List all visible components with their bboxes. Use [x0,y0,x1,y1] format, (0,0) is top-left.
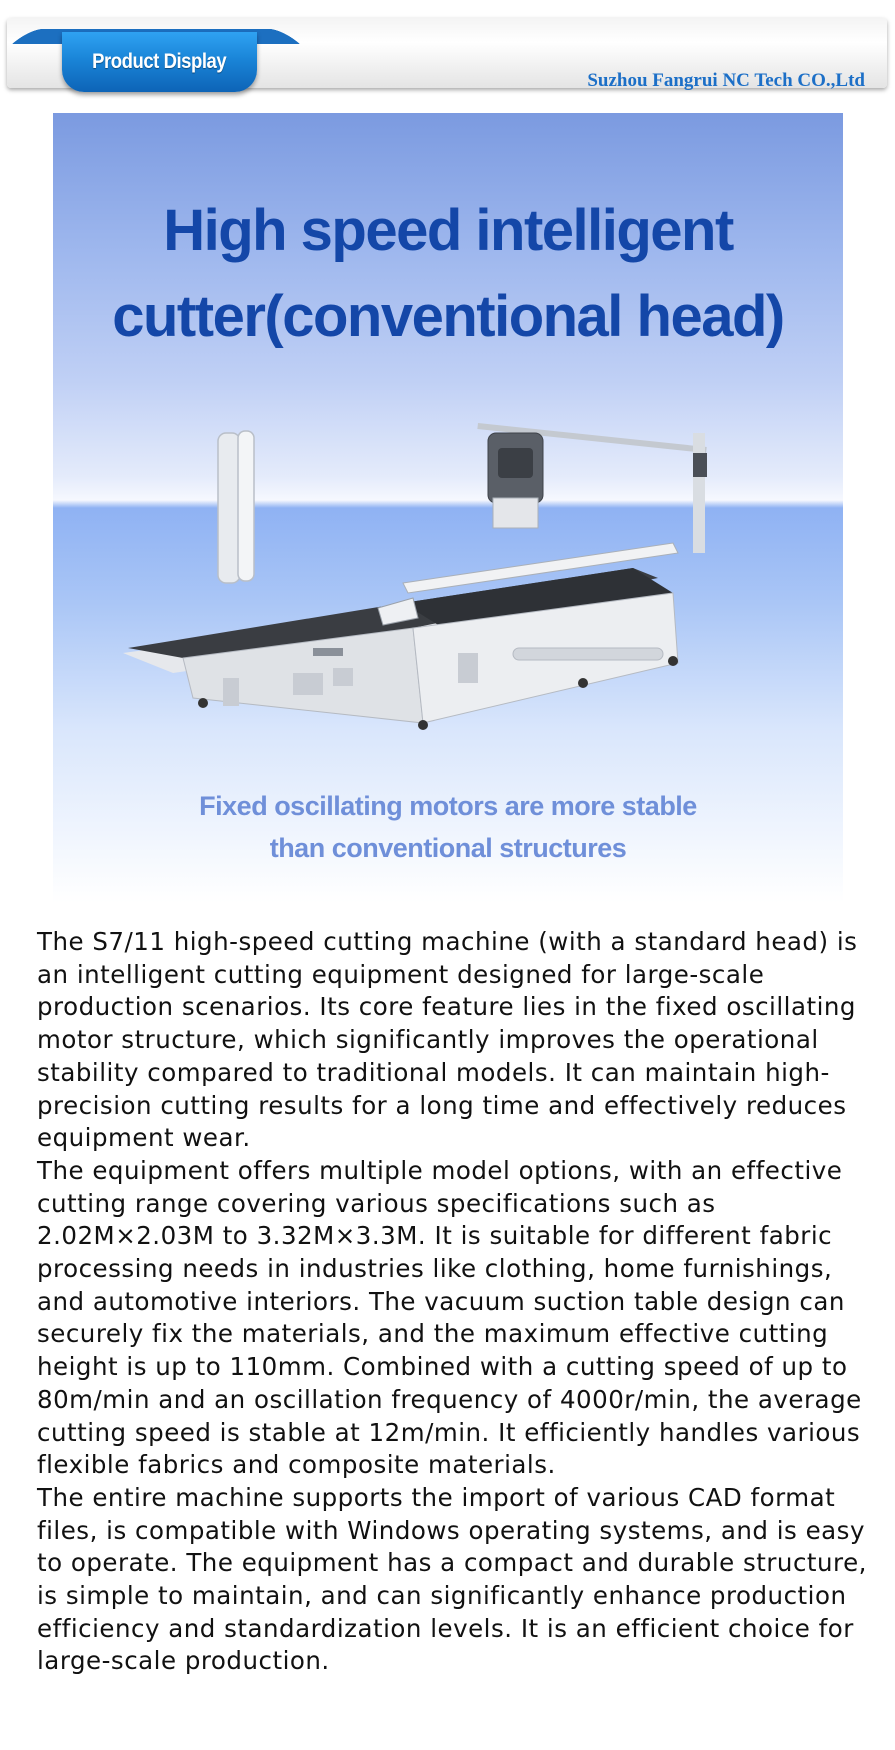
hero-title-line-2: cutter(conventional head) [112,284,784,349]
description-paragraph-2: The equipment offers multiple model options, with an effective cutting range covering various specifications such as 2.02M×2.03M to 3.32M×3.3M. It is suitable for different fabric processing needs in industries like clothing, home furnishings, and automotive interiors. The vacuum suction table design can securely fix the materials, and the maximum effective cutting height is up to 110mm. Combined with a cutting speed of up to 80m/min and an oscillation frequency of 4000r/min, the average cutting speed is stable at 12m/min. It efficiently handles various flexible fabrics and composite materials. [37,1155,862,1480]
hero-subtitle-line-2: than conventional structures [269,833,627,863]
hero-subtitle [53,785,843,869]
description-paragraph-3: The entire machine supports the import of various CAD format files, is compatible with Windows operating systems, and is easy to operate. The equipment has a compact and durable structure, is simple to maintain, and can significantly enhance production efficiency and standardization levels. It is an efficient choice for large-scale production. [37,1482,867,1676]
hero-subtitle-line-1: Fixed oscillating motors are more stable [199,791,697,821]
product-display-tab [62,32,257,92]
product-description [37,926,887,1678]
company-name: Suzhou Fangrui NC Tech CO.,Ltd [587,70,865,91]
description-paragraph-1: The S7/11 high-speed cutting machine (with a standard head) is an intelligent cutting equipment designed for large-scale production scenarios. Its core feature lies in the fixed oscillating motor structure, which significantly improves the operational stability compared to traditional models. It can maintain high-precision cutting results for a long time and effectively reduces equipment wear. [37,927,858,1153]
product-hero-image [53,113,843,903]
hero-title-line-1: High speed intelligent [163,198,733,263]
header-banner [7,18,887,91]
product-display-label: Product Display [92,50,227,73]
cutting-machine-illustration [113,393,793,793]
hero-title [53,188,843,360]
